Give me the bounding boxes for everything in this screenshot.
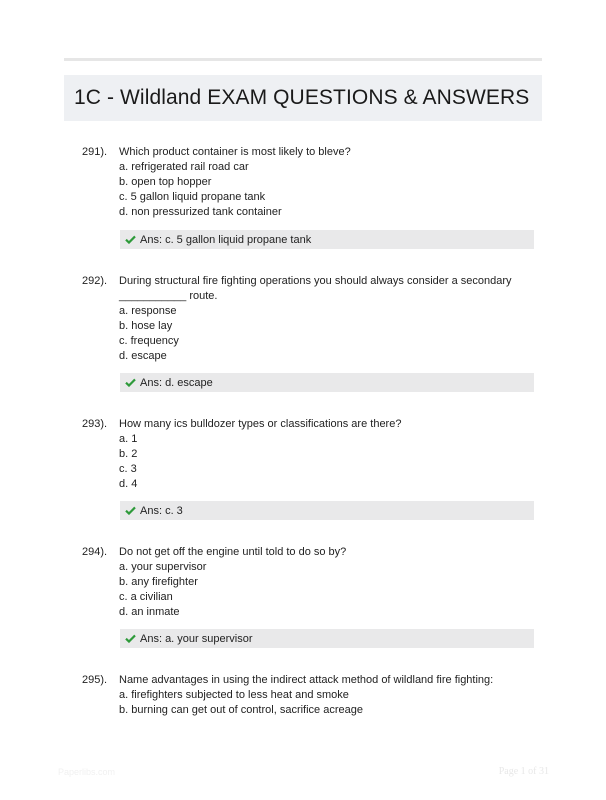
question-body xyxy=(119,545,519,620)
option-b: b. any firefighter xyxy=(119,576,198,588)
option-d: d. non pressurized tank container xyxy=(119,206,282,218)
page-number: Page 1 of 31 xyxy=(498,766,549,777)
question-text: How many ics bulldozer types or classifications are there? xyxy=(119,418,402,430)
question-text: Do not get off the engine until told to do so by? xyxy=(119,546,347,558)
question-body xyxy=(119,145,519,220)
answer-text: Ans: d. escape xyxy=(140,376,213,389)
answer-box xyxy=(120,373,534,392)
question-number: 292). xyxy=(82,275,108,287)
question-text: Which product container is most likely to bleve? xyxy=(119,146,351,158)
check-icon xyxy=(125,506,136,515)
option-list xyxy=(119,160,519,220)
question-body xyxy=(119,673,539,718)
question-number: 294). xyxy=(82,546,108,558)
question-body xyxy=(119,274,539,364)
option-d: d. escape xyxy=(119,350,167,362)
option-a: a. firefighters subjected to less heat and smoke xyxy=(119,689,349,701)
option-c: c. a civilian xyxy=(119,591,173,603)
check-icon xyxy=(125,235,136,244)
option-a: a. 1 xyxy=(119,433,138,445)
option-b: b. hose lay xyxy=(119,320,173,332)
check-icon xyxy=(125,634,136,643)
page-title: 1C - Wildland EXAM QUESTIONS & ANSWERS xyxy=(74,86,530,109)
option-c: c. 3 xyxy=(119,463,137,475)
question-number: 295). xyxy=(82,674,108,686)
answer-box xyxy=(120,501,534,520)
option-list xyxy=(119,560,519,620)
question-text-line-1: During structural fire fighting operations you should always consider a secondary xyxy=(119,275,512,287)
option-list xyxy=(119,688,539,718)
answer-box xyxy=(120,629,534,648)
option-list xyxy=(119,432,519,492)
option-b: b. open top hopper xyxy=(119,176,212,188)
top-divider xyxy=(64,58,542,61)
option-b: b. 2 xyxy=(119,448,138,460)
option-a: a. refrigerated rail road car xyxy=(119,161,249,173)
question-number: 291). xyxy=(82,146,108,158)
title-banner xyxy=(64,75,542,121)
answer-text: Ans: c. 3 xyxy=(140,504,183,517)
option-d: d. 4 xyxy=(119,478,138,490)
option-a: a. your supervisor xyxy=(119,561,207,573)
option-c: c. 5 gallon liquid propane tank xyxy=(119,191,266,203)
option-d: d. an inmate xyxy=(119,606,180,618)
question-number: 293). xyxy=(82,418,108,430)
question-body xyxy=(119,417,519,492)
question-text: Name advantages in using the indirect attack method of wildland fire fighting: xyxy=(119,674,494,686)
check-icon xyxy=(125,378,136,387)
option-c: c. frequency xyxy=(119,335,179,347)
answer-box xyxy=(120,230,534,249)
footer-watermark: Paperlibs.com xyxy=(58,767,116,777)
answer-text: Ans: c. 5 gallon liquid propane tank xyxy=(140,233,312,246)
answer-text: Ans: a. your supervisor xyxy=(140,632,253,645)
option-b: b. burning can get out of control, sacrifice acreage xyxy=(119,704,363,716)
option-list xyxy=(119,304,539,364)
question-text-line-2: ___________ route. xyxy=(119,290,218,302)
option-a: a. response xyxy=(119,305,177,317)
